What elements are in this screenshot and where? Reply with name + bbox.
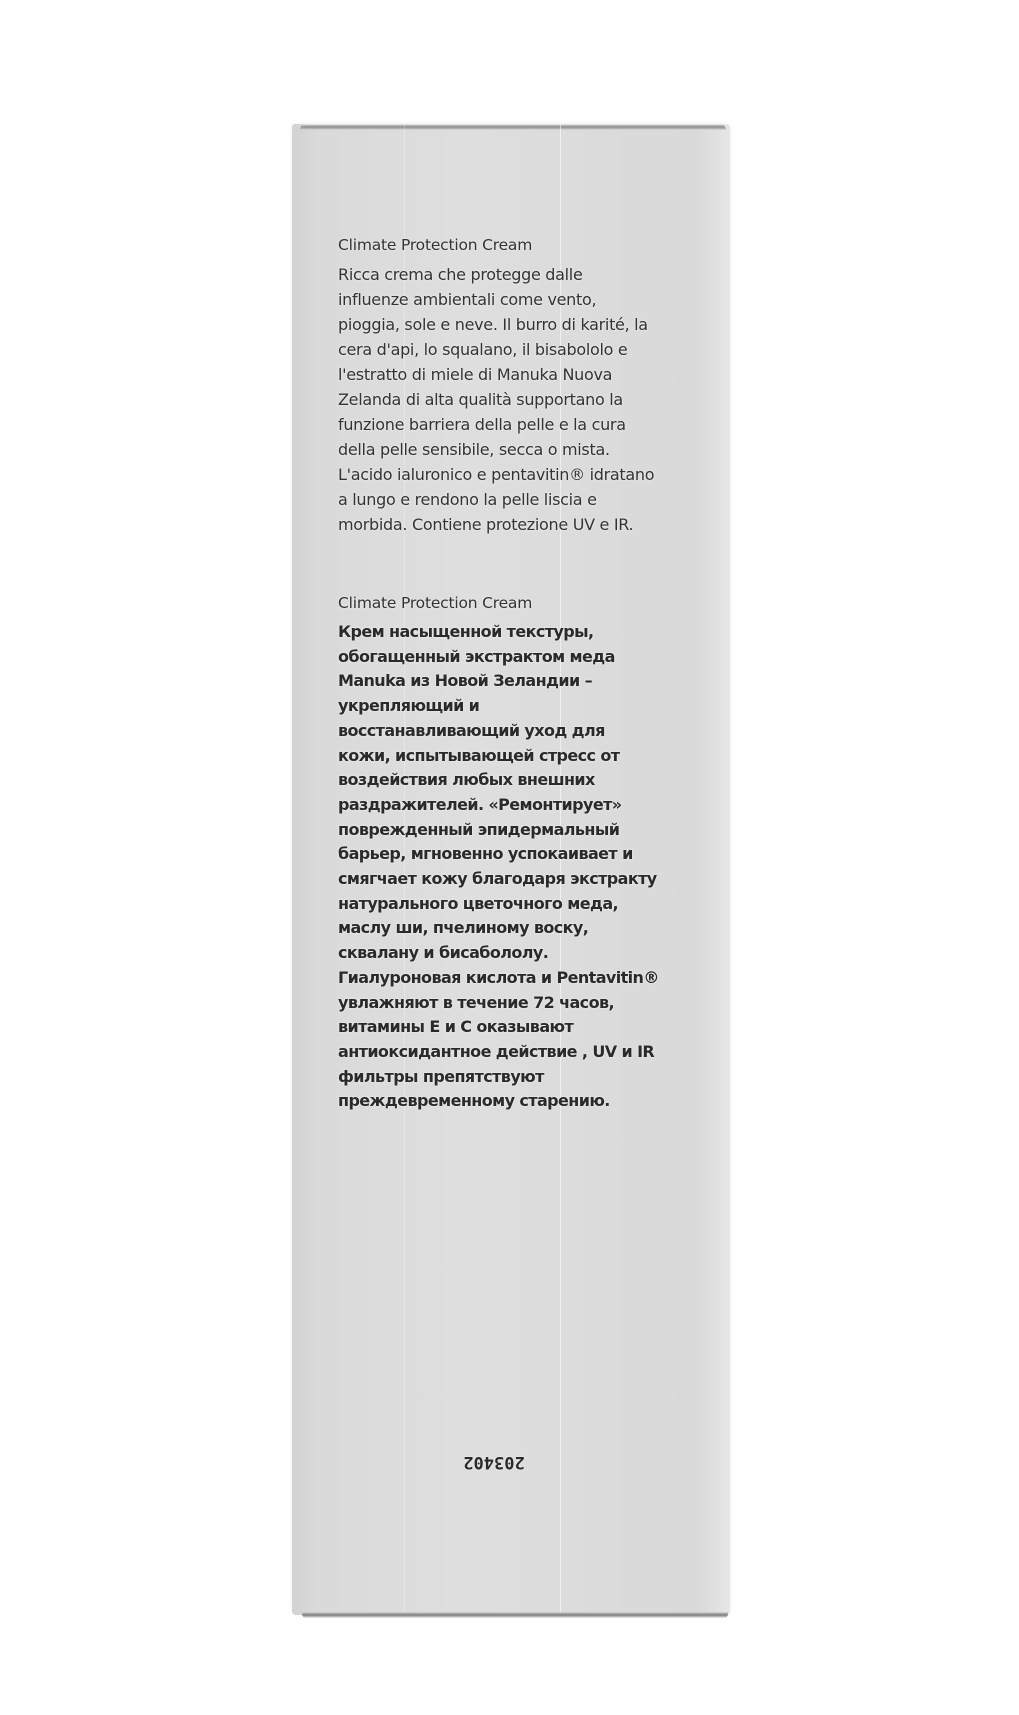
- italian-line: l'estratto di miele di Manuka Nuova: [338, 365, 613, 384]
- russian-description-body: [338, 620, 718, 1114]
- russian-line: смягчает кожу благодаря экстракту: [338, 869, 657, 889]
- russian-line: Гиалуроновая кислота и Pentavitin®: [338, 967, 659, 987]
- russian-line: барьер, мгновенно успокаивает и: [338, 844, 633, 864]
- italian-line: funzione barriera della pelle e la cura: [338, 415, 626, 434]
- russian-line: сквалану и бисабололу.: [338, 943, 549, 963]
- russian-line: кожи, испытывающей стресс от: [338, 745, 620, 765]
- russian-line: маслу ши, пчелиному воску,: [338, 918, 589, 938]
- russian-line: воздействия любых внешних: [338, 770, 595, 790]
- italian-description-section: [338, 234, 718, 537]
- italian-line: morbida. Contiene protezione UV e IR.: [338, 515, 634, 534]
- russian-line: обогащенный экстрактом меда: [338, 646, 615, 666]
- russian-line: раздражителей. «Ремонтирует»: [338, 794, 622, 814]
- italian-line: pioggia, sole e neve. Il burro di karité, la: [338, 315, 648, 334]
- russian-line: восстанавливающий уход для: [338, 720, 605, 740]
- italian-line: Zelanda di alta qualità supportano la: [338, 390, 623, 409]
- russian-line: увлажняют в течение 72 часов,: [338, 992, 614, 1012]
- russian-line: Крем насыщенной текстуры,: [338, 622, 594, 641]
- batch-code: 203402: [463, 1452, 525, 1472]
- russian-line: фильтры препятствуют: [338, 1066, 544, 1086]
- italian-line: influenze ambientali come vento,: [338, 290, 597, 309]
- italian-description-body: [338, 262, 718, 537]
- russian-line: витамины Е и С оказывают: [338, 1017, 574, 1037]
- russian-line: натурального цветочного меда,: [338, 893, 618, 913]
- box-bottom-edge: [302, 1612, 728, 1618]
- italian-line: L'acido ialuronico e pentavitin® idratano: [338, 465, 655, 484]
- russian-description-section: [338, 592, 718, 1114]
- russian-line: укрепляющий и: [338, 696, 480, 716]
- russian-line: преждевременному старению.: [338, 1091, 610, 1111]
- italian-line: cera d'api, lo squalano, il bisabololo e: [338, 340, 628, 359]
- russian-line: поврежденный эпидермальный: [338, 819, 620, 839]
- product-box-side-panel: [292, 124, 730, 1615]
- russian-product-title: Climate Protection Cream: [338, 594, 533, 612]
- italian-line: Ricca crema che protegge dalle: [338, 265, 583, 284]
- italian-line: della pelle sensibile, secca o mista.: [338, 440, 610, 459]
- russian-line: Manuka из Новой Зеландии –: [338, 671, 592, 691]
- box-top-edge: [300, 124, 726, 130]
- russian-line: антиоксидантное действие , UV и IR: [338, 1041, 655, 1061]
- italian-product-title: Climate Protection Cream: [338, 236, 533, 254]
- italian-line: a lungo e rendono la pelle liscia e: [338, 490, 597, 509]
